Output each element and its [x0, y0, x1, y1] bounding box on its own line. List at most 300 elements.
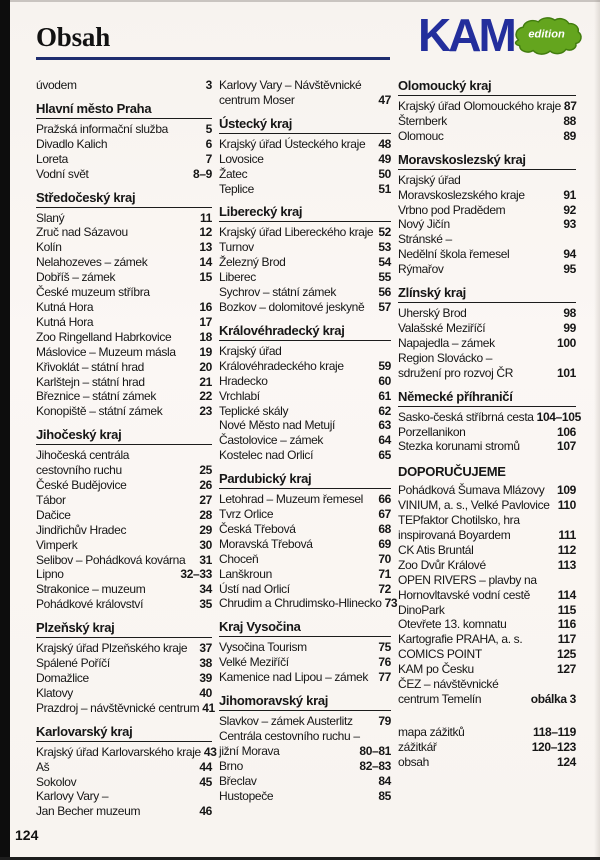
- section-header: Karlovarský kraj: [36, 724, 212, 742]
- entry-page-number: 21: [199, 374, 212, 389]
- toc-entry: [219, 448, 391, 463]
- toc-entry: [219, 537, 391, 552]
- entry-page-number: 111: [558, 528, 576, 543]
- toc-entry: [398, 188, 576, 203]
- toc-section: [36, 620, 215, 716]
- entry-page-number: 85: [378, 788, 391, 803]
- toc-entry: [398, 755, 576, 770]
- entry-page-number: 69: [378, 536, 391, 551]
- entry-label: Strakonice – muzeum: [36, 582, 146, 597]
- entry-page-number: 47: [378, 92, 391, 107]
- entry-page-number: 70: [378, 551, 391, 566]
- toc-entry: [398, 217, 576, 232]
- toc-entry: [36, 211, 212, 226]
- entry-label: Kostelec nad Orlicí: [219, 448, 314, 463]
- toc-entry: [219, 714, 391, 729]
- entry-label: Liberec: [219, 270, 256, 285]
- entry-label: Vysočina Tourism: [219, 640, 307, 655]
- entry-label: Lovosice: [219, 151, 264, 166]
- toc-entry: [398, 336, 576, 351]
- toc-entry: [398, 558, 576, 573]
- entry-page-number: 26: [199, 478, 212, 493]
- entry-label: Zoo Ringelland Habrkovice: [36, 329, 172, 344]
- toc-columns: [36, 78, 581, 819]
- entry-page-number: 72: [378, 581, 391, 596]
- entry-label: Uherský Brod: [398, 306, 467, 321]
- entry-label: CK Atis Bruntál: [398, 542, 474, 557]
- section-header: Jihomoravský kraj: [219, 693, 391, 711]
- toc-section: [398, 78, 576, 144]
- entry-label: Spálené Poříčí: [36, 656, 110, 671]
- entry-label: Šternberk: [398, 113, 447, 128]
- toc-entry: [219, 285, 391, 300]
- toc-entry: [36, 285, 212, 300]
- entry-label: Moravská Třebová: [219, 536, 313, 551]
- entry-label: Nelahozeves – zámek: [36, 255, 148, 270]
- toc-entry: [36, 270, 212, 285]
- toc-column-3: [398, 78, 581, 819]
- entry-label: Porzellanikon: [398, 424, 466, 439]
- entry-page-number: 98: [563, 306, 576, 321]
- entry-page-number: 76: [378, 655, 391, 670]
- entry-label: Česká Třebová: [219, 521, 296, 536]
- toc-entry: [398, 632, 576, 647]
- entry-label: Dobříš – zámek: [36, 270, 116, 285]
- toc-entry: [36, 804, 212, 819]
- entry-label: Brno: [219, 758, 243, 773]
- toc-entry: [219, 729, 391, 744]
- entry-page-number: 53: [378, 240, 391, 255]
- entry-label: mapa zážitků: [398, 724, 465, 739]
- entry-label: Loreta: [36, 151, 68, 166]
- toc-entry: [219, 359, 391, 374]
- entry-page-number: obálka 3: [530, 692, 576, 706]
- entry-label: Břeclav: [219, 773, 257, 788]
- toc-section: [219, 116, 391, 197]
- entry-page-number: 127: [557, 662, 576, 677]
- entry-page-number: 31: [199, 552, 212, 567]
- toc-section: [36, 78, 212, 93]
- entry-label: obsah: [398, 754, 429, 769]
- entry-page-number: 73: [384, 596, 398, 611]
- toc-entry: [36, 463, 212, 478]
- toc-entry: [36, 700, 215, 716]
- entry-label: Otevřete 13. komnatu: [398, 617, 507, 632]
- entry-label: Krajský úřad: [219, 343, 282, 358]
- toc-entry: [398, 425, 576, 440]
- entry-label: Moravskoslezského kraje: [398, 187, 525, 202]
- entry-page-number: 91: [563, 187, 576, 202]
- section-header: Zlínský kraj: [398, 285, 576, 303]
- section-header: Pardubický kraj: [219, 471, 391, 489]
- toc-section: [36, 723, 217, 820]
- toc-entry: [398, 129, 576, 144]
- section-header: Moravskoslezský kraj: [398, 152, 576, 170]
- entry-label: Sasko-česká stříbrná cesta: [398, 409, 534, 424]
- kam-logo-text: KAM: [418, 9, 514, 61]
- toc-entry: [398, 603, 576, 618]
- toc-entry: [398, 114, 576, 129]
- toc-entry: [36, 789, 212, 804]
- entry-page-number: 101: [557, 365, 576, 380]
- entry-page-number: 117: [557, 632, 576, 647]
- toc-section: [36, 427, 212, 612]
- toc-entry: [36, 523, 212, 538]
- toc-section: [219, 619, 391, 685]
- entry-page-number: 89: [563, 128, 576, 143]
- toc-section: [36, 101, 212, 182]
- entry-label: Olomouc: [398, 128, 444, 143]
- toc-entry: [398, 513, 576, 528]
- entry-label: Vrbno pod Pradědem: [398, 202, 506, 217]
- toc-entry: [36, 582, 212, 597]
- entry-page-number: 107: [557, 439, 576, 454]
- entry-page-number: 100: [557, 335, 576, 350]
- toc-entry: [36, 478, 212, 493]
- toc-section: [398, 388, 581, 455]
- entry-label: centrum Temelín: [398, 692, 482, 706]
- entry-label: Karlovy Vary – Návštěvnické: [219, 78, 362, 92]
- toc-entry: [219, 492, 391, 507]
- entry-label: Tvrz Orlice: [219, 507, 274, 522]
- toc-entry: [219, 167, 391, 182]
- entry-label: Železný Brod: [219, 255, 286, 270]
- toc-entry: [219, 596, 398, 611]
- entry-page-number: 6: [205, 136, 212, 151]
- toc-entry: [398, 647, 576, 662]
- toc-section: [219, 323, 391, 463]
- entry-page-number: 13: [199, 240, 212, 255]
- section-header: Olomoucký kraj: [398, 78, 576, 96]
- toc-entry: [36, 345, 212, 360]
- toc-entry: [219, 552, 391, 567]
- toc-entry: [219, 270, 391, 285]
- toc-entry: [36, 597, 212, 612]
- entry-label: Bozkov – dolomitové jeskyně: [219, 299, 365, 314]
- entry-page-number: 50: [378, 166, 391, 181]
- entry-label: Slavkov – zámek Austerlitz: [219, 714, 353, 729]
- toc-section: [36, 190, 212, 420]
- entry-page-number: 66: [378, 492, 391, 507]
- entry-label: Hradecko: [219, 373, 268, 388]
- entry-label: Ústí nad Orlicí: [219, 581, 290, 596]
- toc-entry: [398, 692, 576, 707]
- entry-label: Hornovltavské vodní cestě: [398, 587, 530, 602]
- entry-page-number: 38: [199, 656, 212, 671]
- entry-page-number: 35: [199, 597, 212, 612]
- entry-page-number: 71: [378, 566, 391, 581]
- entry-page-number: 27: [199, 492, 212, 507]
- entry-page-number: 59: [378, 358, 391, 373]
- entry-label: jižní Morava: [219, 743, 280, 758]
- entry-label: Jindřichův Hradec: [36, 522, 127, 537]
- toc-entry: [36, 553, 212, 568]
- entry-page-number: 45: [199, 774, 212, 789]
- toc-entry: [398, 498, 576, 513]
- edition-logo-text: edition: [528, 28, 565, 41]
- toc-entry: [219, 433, 391, 448]
- entry-page-number: 67: [378, 507, 391, 522]
- toc-entry: [219, 374, 391, 389]
- section-header: Hlavní město Praha: [36, 101, 212, 119]
- entry-label: Karlovy Vary –: [36, 789, 109, 804]
- toc-entry: [36, 744, 217, 760]
- entry-page-number: 94: [563, 247, 576, 262]
- toc-entry: [36, 686, 212, 701]
- section-header: Liberecký kraj: [219, 204, 391, 222]
- entry-label: Pražská informační služba: [36, 121, 168, 136]
- toc-entry: [219, 78, 391, 93]
- entry-page-number: 68: [378, 521, 391, 536]
- entry-page-number: 14: [199, 255, 212, 270]
- entry-page-number: 57: [378, 299, 391, 314]
- toc-entry: [398, 439, 576, 454]
- entry-label: Krajský úřad: [398, 172, 461, 187]
- entry-page-number: 65: [378, 448, 391, 463]
- page-top-edge: [0, 0, 600, 2]
- title-underline-rule: [36, 57, 390, 60]
- toc-entry: [219, 152, 391, 167]
- entry-page-number: 125: [557, 647, 576, 662]
- toc-entry: [219, 225, 391, 240]
- entry-page-number: 62: [378, 403, 391, 418]
- toc-entry: [219, 344, 391, 359]
- section-header: Jihočeský kraj: [36, 427, 212, 445]
- toc-entry: [219, 640, 391, 655]
- toc-entry: [36, 167, 212, 182]
- entry-page-number: 120–123: [531, 739, 576, 754]
- entry-page-number: 15: [199, 270, 212, 285]
- toc-entry: [398, 677, 576, 692]
- entry-page-number: 52: [378, 225, 391, 240]
- entry-page-number: 41: [202, 700, 215, 715]
- toc-entry: [36, 375, 212, 390]
- entry-page-number: 17: [199, 314, 212, 329]
- entry-label: Sokolov: [36, 774, 77, 789]
- entry-label: ČEZ – návštěvnické: [398, 677, 499, 692]
- page-title: Obsah: [36, 22, 111, 52]
- toc-entry: [219, 137, 391, 152]
- entry-label: Aš: [36, 759, 50, 774]
- entry-label: Divadlo Kalich: [36, 136, 108, 151]
- toc-entry: [219, 522, 391, 537]
- entry-page-number: 54: [378, 255, 391, 270]
- toc-entry: [398, 409, 581, 425]
- entry-label: Dačice: [36, 507, 71, 522]
- entry-label: OPEN RIVERS – plavby na: [398, 572, 537, 587]
- toc-entry: [36, 448, 212, 463]
- toc-entry: [219, 300, 391, 315]
- entry-page-number: 43: [203, 744, 217, 759]
- page-right-edge: [594, 0, 600, 860]
- entry-page-number: 32–33: [180, 567, 212, 582]
- entry-label: Letohrad – Muzeum řemesel: [219, 492, 363, 507]
- entry-label: Choceň: [219, 551, 259, 566]
- toc-entry: [398, 617, 576, 632]
- entry-label: DinoPark: [398, 602, 445, 617]
- toc-entry: [398, 366, 576, 381]
- entry-label: Napajedla – zámek: [398, 335, 495, 350]
- entry-label: Kutná Hora: [36, 299, 94, 314]
- entry-label: Chrudim a Chrudimsko-Hlinecko: [219, 596, 382, 611]
- toc-entry: [36, 404, 212, 419]
- entry-label: inspirovaná Boyardem: [398, 528, 511, 543]
- entry-label: Zruč nad Sázavou: [36, 225, 128, 240]
- entry-page-number: 12: [199, 225, 212, 240]
- toc-entry: [219, 670, 391, 685]
- toc-entry: [398, 232, 576, 247]
- entry-label: Kamenice nad Lipou – zámek: [219, 670, 368, 685]
- toc-entry: [36, 760, 212, 775]
- entry-page-number: 75: [378, 640, 391, 655]
- entry-page-number: 112: [557, 542, 576, 557]
- toc-entry: [219, 93, 391, 108]
- entry-label: Jan Becher muzeum: [36, 804, 141, 819]
- toc-entry: [398, 247, 576, 262]
- entry-page-number: 61: [378, 388, 391, 403]
- entry-page-number: 34: [199, 582, 212, 597]
- entry-page-number: 40: [199, 685, 212, 700]
- entry-page-number: 56: [378, 285, 391, 300]
- entry-label: Lipno: [36, 567, 64, 582]
- entry-page-number: 106: [557, 424, 576, 439]
- entry-label: Nové Město nad Metují: [219, 418, 336, 433]
- entry-label: Královéhradeckého kraje: [219, 358, 344, 373]
- entry-page-number: 93: [563, 217, 576, 232]
- entry-label: Klatovy: [36, 685, 73, 700]
- toc-section: [219, 78, 391, 108]
- toc-entry: [36, 255, 212, 270]
- entry-page-number: 44: [199, 759, 212, 774]
- entry-label: České muzeum stříbra: [36, 285, 150, 300]
- entry-page-number: 7: [205, 151, 212, 166]
- entry-label: Velké Meziříčí: [219, 655, 289, 670]
- toc-entry: [219, 182, 391, 197]
- page-left-edge-strip: [0, 0, 10, 860]
- toc-section: [398, 285, 576, 381]
- entry-label: Sychrov – státní zámek: [219, 285, 337, 300]
- entry-label: Centrála cestovního ruchu –: [219, 729, 360, 743]
- toc-entry: [398, 662, 576, 677]
- entry-label: Pohádková Šumava Mlázovy: [398, 483, 545, 498]
- entry-label: Křivoklát – státní hrad: [36, 359, 145, 374]
- entry-label: úvodem: [36, 78, 77, 92]
- section-header: DOPORUČUJEME: [398, 464, 506, 480]
- entry-label: KAM po Česku: [398, 662, 474, 677]
- toc-section: [398, 725, 576, 770]
- toc-entry: [398, 573, 576, 588]
- toc-section: [398, 462, 576, 707]
- kam-edition-logo: [418, 9, 580, 68]
- entry-page-number: 3: [205, 78, 212, 92]
- entry-label: Domažlice: [36, 671, 89, 685]
- entry-label: TEPfaktor Chotilsko, hra: [398, 513, 520, 528]
- toc-entry: [219, 744, 391, 759]
- toc-entry: [36, 315, 212, 330]
- entry-page-number: 8–9: [193, 166, 212, 181]
- entry-page-number: 51: [378, 181, 391, 196]
- entry-page-number: 39: [199, 671, 212, 685]
- entry-label: Krajský úřad Libereckého kraje: [219, 225, 374, 240]
- toc-section: [219, 693, 391, 803]
- entry-label: Zoo Dvůr Králové: [398, 557, 486, 572]
- section-header: Plzeňský kraj: [36, 620, 212, 638]
- toc-column-2: [219, 78, 398, 819]
- toc-entry: [36, 137, 212, 152]
- entry-page-number: 88: [563, 113, 576, 128]
- entry-page-number: 16: [199, 299, 212, 314]
- toc-section: [219, 471, 398, 611]
- toc-entry: [398, 306, 576, 321]
- toc-entry: [398, 262, 576, 277]
- toc-entry: [219, 567, 391, 582]
- entry-label: Turnov: [219, 240, 254, 255]
- page-number: 124: [15, 827, 39, 843]
- entry-page-number: 92: [563, 202, 576, 217]
- entry-page-number: 79: [378, 714, 391, 729]
- entry-label: České Budějovice: [36, 478, 127, 493]
- entry-label: Slaný: [36, 210, 65, 225]
- entry-page-number: 95: [563, 262, 576, 277]
- entry-page-number: 49: [378, 151, 391, 166]
- entry-page-number: 19: [199, 344, 212, 359]
- toc-entry: [36, 300, 212, 315]
- entry-label: Vimperk: [36, 537, 78, 552]
- entry-label: Nedělní škola řemesel: [398, 247, 510, 262]
- entry-page-number: 60: [378, 373, 391, 388]
- toc-entry: [36, 671, 212, 686]
- entry-label: Častolovice – zámek: [219, 433, 324, 448]
- entry-label: Kutná Hora: [36, 314, 94, 329]
- toc-entry: [36, 656, 212, 671]
- entry-page-number: 30: [199, 537, 212, 552]
- entry-page-number: 99: [563, 320, 576, 335]
- toc-entry: [36, 389, 212, 404]
- toc-entry: [398, 725, 576, 740]
- entry-page-number: 82–83: [359, 758, 391, 773]
- entry-label: Rýmařov: [398, 262, 444, 277]
- entry-label: Teplické skály: [219, 403, 289, 418]
- toc-entry: [398, 528, 576, 543]
- entry-page-number: 80–81: [359, 743, 391, 758]
- entry-label: Jihočeská centrála: [36, 448, 130, 463]
- entry-label: Stránské –: [398, 232, 452, 247]
- entry-label: Selibov – Pohádková kovárna: [36, 552, 186, 567]
- entry-page-number: 22: [199, 389, 212, 404]
- toc-entry: [398, 351, 576, 366]
- entry-page-number: 104–105: [536, 409, 581, 424]
- entry-page-number: 113: [557, 557, 576, 572]
- toc-entry: [36, 78, 212, 93]
- section-header: Německé příhraničí: [398, 389, 576, 407]
- entry-label: Kartografie PRAHA, a. s.: [398, 632, 523, 647]
- toc-entry: [219, 759, 391, 774]
- toc-entry: [398, 588, 576, 603]
- entry-label: sdružení pro rozvoj ČR: [398, 365, 514, 380]
- entry-label: Krajský úřad Ústeckého kraje: [219, 136, 366, 151]
- entry-label: cestovního ruchu: [36, 463, 122, 478]
- entry-page-number: 25: [199, 463, 212, 478]
- toc-entry: [36, 567, 212, 582]
- toc-entry: [36, 508, 212, 523]
- entry-label: centrum Moser: [219, 92, 295, 107]
- entry-page-number: 55: [378, 270, 391, 285]
- entry-label: Nový Jičín: [398, 217, 450, 232]
- entry-page-number: 77: [378, 670, 391, 685]
- toc-entry: [398, 740, 576, 755]
- toc-entry: [219, 389, 391, 404]
- entry-page-number: 109: [557, 483, 576, 498]
